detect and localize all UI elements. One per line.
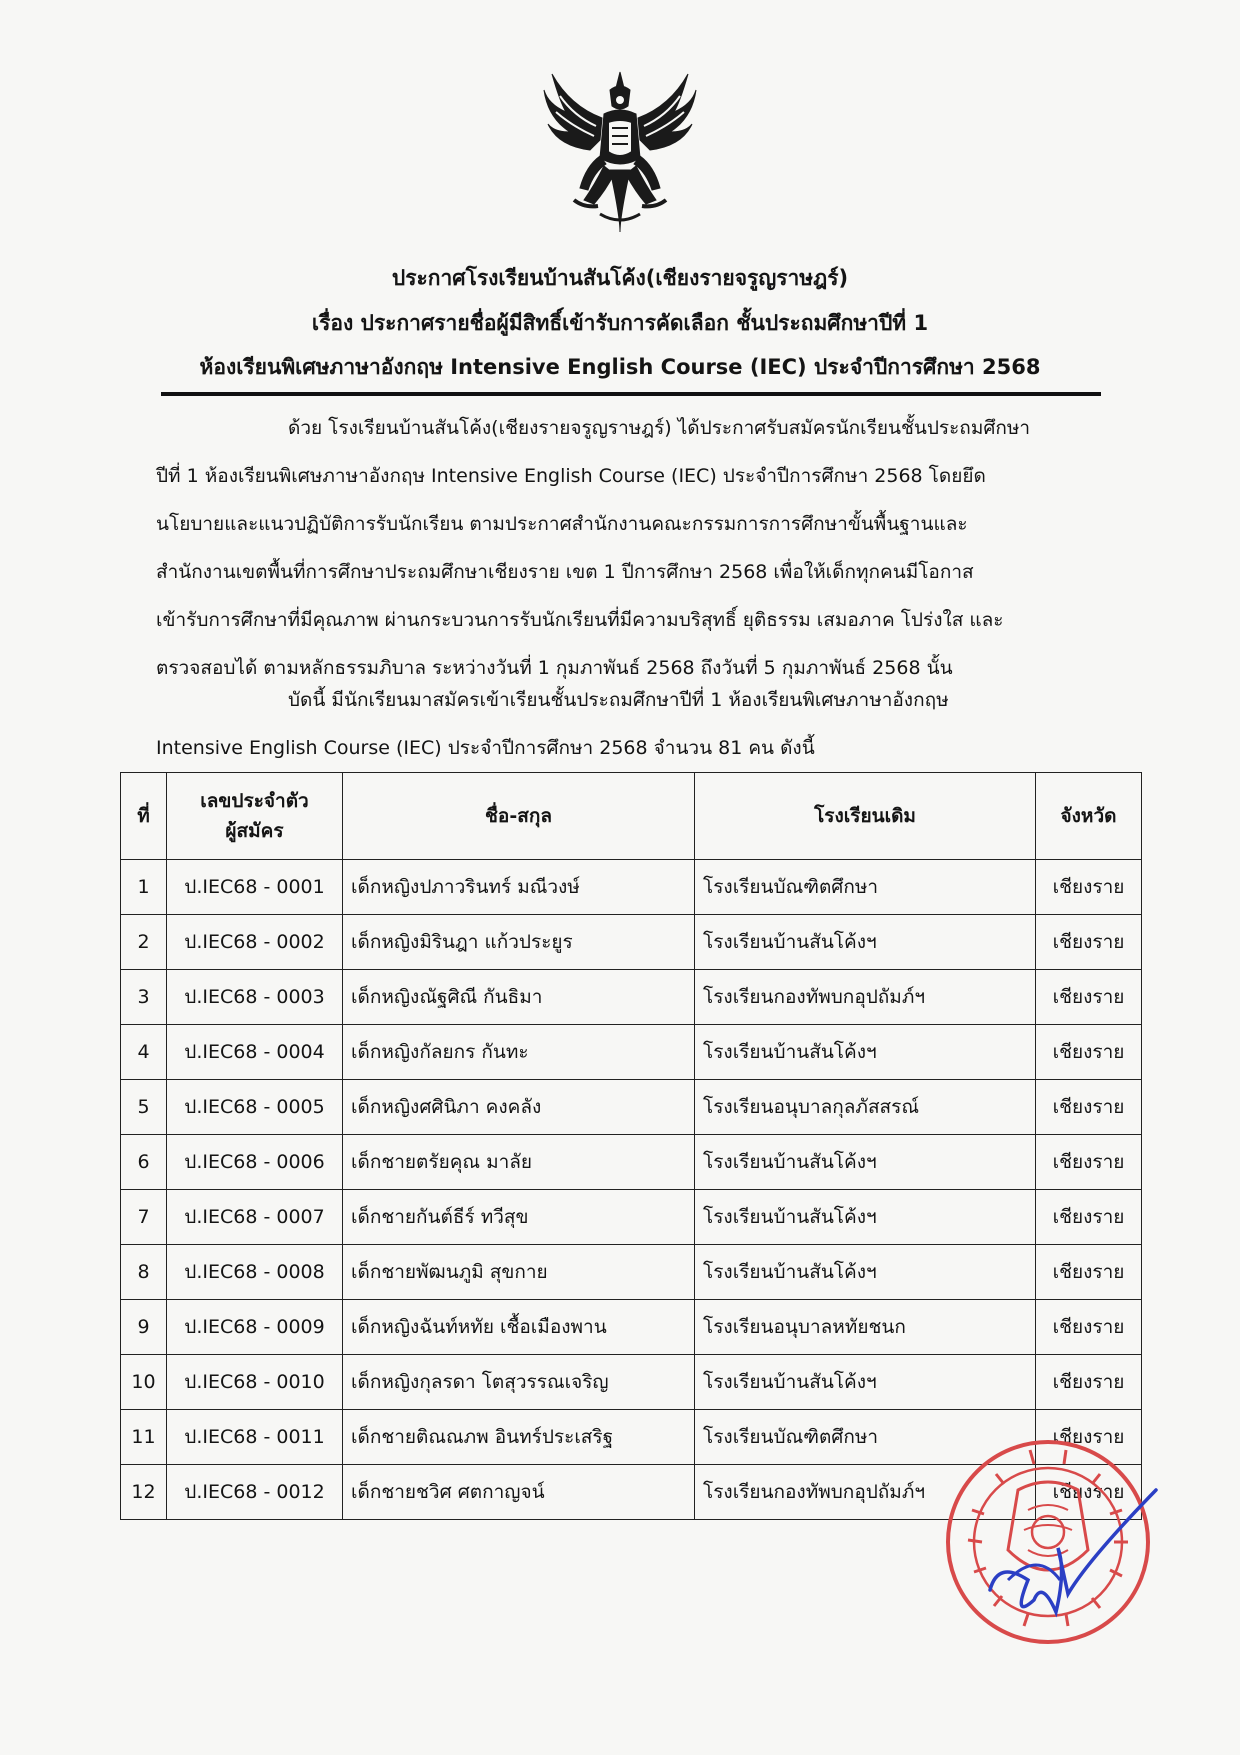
paragraph-line: Intensive English Course (IEC) ประจำปีการศึกษา 2568 จำนวน 81 คน ดังนี้ [156, 737, 815, 759]
paragraph-line: นโยบายและแนวปฏิบัติการรับนักเรียน ตามประกาศสำนักงานคณะกรรมการการศึกษาขั้นพื้นฐานและ [156, 513, 968, 535]
table-header-row [121, 773, 1142, 860]
announcement-subtitle: ห้องเรียนพิเศษภาษาอังกฤษ Intensive English Course (IEC) ประจำปีการศึกษา 2568 [199, 355, 1041, 379]
cell-applicant-id: ป.IEC68 - 0012 [167, 1465, 343, 1520]
header-name: ชื่อ-สกุล [343, 773, 695, 860]
cell-school: โรงเรียนบ้านสันโค้งฯ [695, 1135, 1036, 1190]
cell-name: เด็กหญิงศศินิภา คงคลัง [343, 1080, 695, 1135]
cell-province: เชียงราย [1036, 1355, 1142, 1410]
header-province: จังหวัด [1036, 773, 1142, 860]
applicants-paragraph [156, 676, 1106, 772]
table-row [121, 1355, 1142, 1410]
table-row [121, 1025, 1142, 1080]
cell-name: เด็กหญิงมิรินฎา แก้วประยูร [343, 915, 695, 970]
cell-province: เชียงราย [1036, 1080, 1142, 1135]
cell-name: เด็กหญิงปภาวรินทร์ มณีวงษ์ [343, 860, 695, 915]
table-row [121, 1300, 1142, 1355]
cell-province: เชียงราย [1036, 1190, 1142, 1245]
cell-school: โรงเรียนบ้านสันโค้งฯ [695, 1190, 1036, 1245]
header-school: โรงเรียนเดิม [695, 773, 1036, 860]
header-applicant-id [167, 773, 343, 860]
cell-name: เด็กหญิงณัฐศิณี กันธิมา [343, 970, 695, 1025]
cell-no: 8 [121, 1245, 167, 1300]
cell-no: 2 [121, 915, 167, 970]
cell-name: เด็กหญิงฉันท์หทัย เชื้อเมืองพาน [343, 1300, 695, 1355]
table-row [121, 1190, 1142, 1245]
cell-province: เชียงราย [1036, 860, 1142, 915]
header-id-line: ผู้สมัคร [225, 820, 284, 842]
cell-school: โรงเรียนอนุบาลหทัยชนก [695, 1300, 1036, 1355]
cell-no: 3 [121, 970, 167, 1025]
paragraph-line: ปีที่ 1 ห้องเรียนพิเศษภาษาอังกฤษ Intensive English Course (IEC) ประจำปีการศึกษา 2568 โดยยึด [156, 465, 986, 487]
announcement-subject: เรื่อง ประกาศรายชื่อผู้มีสิทธิ์เข้ารับการคัดเลือก ชั้นประถมศึกษาปีที่ 1 [311, 311, 929, 335]
cell-province: เชียงราย [1036, 1135, 1142, 1190]
cell-school: โรงเรียนบ้านสันโค้งฯ [695, 915, 1036, 970]
garuda-emblem-icon [540, 66, 700, 236]
cell-name: เด็กชายชวิศ ศตกาญจน์ [343, 1465, 695, 1520]
cell-no: 11 [121, 1410, 167, 1465]
cell-no: 1 [121, 860, 167, 915]
cell-province: เชียงราย [1036, 970, 1142, 1025]
announcement-title: ประกาศโรงเรียนบ้านสันโค้ง(เชียงรายจรูญราษฎร์) [391, 266, 849, 290]
cell-school: โรงเรียนบัณฑิตศึกษา [695, 860, 1036, 915]
cell-school: โรงเรียนบ้านสันโค้งฯ [695, 1245, 1036, 1300]
cell-applicant-id: ป.IEC68 - 0002 [167, 915, 343, 970]
cell-school: โรงเรียนบัณฑิตศึกษา [695, 1410, 1036, 1465]
intro-paragraph [156, 404, 1106, 692]
cell-province: เชียงราย [1036, 1300, 1142, 1355]
cell-no: 4 [121, 1025, 167, 1080]
header-no: ที่ [121, 773, 167, 860]
paragraph-line: สำนักงานเขตพื้นที่การศึกษาประถมศึกษาเชียงราย เขต 1 ปีการศึกษา 2568 เพื่อให้เด็กทุกคนมีโอกาส [156, 561, 974, 583]
cell-no: 9 [121, 1300, 167, 1355]
cell-applicant-id: ป.IEC68 - 0011 [167, 1410, 343, 1465]
table-row [121, 1080, 1142, 1135]
cell-school: โรงเรียนอนุบาลกุลภัสสรณ์ [695, 1080, 1036, 1135]
cell-name: เด็กชายพัฒนภูมิ สุขกาย [343, 1245, 695, 1300]
cell-applicant-id: ป.IEC68 - 0009 [167, 1300, 343, 1355]
cell-applicant-id: ป.IEC68 - 0004 [167, 1025, 343, 1080]
table-row [121, 1135, 1142, 1190]
cell-school: โรงเรียนบ้านสันโค้งฯ [695, 1355, 1036, 1410]
cell-applicant-id: ป.IEC68 - 0001 [167, 860, 343, 915]
paragraph-line: เข้ารับการศึกษาที่มีคุณภาพ ผ่านกระบวนการรับนักเรียนที่มีความบริสุทธิ์ ยุติธรรม เสมอภาค โปร่งใส และ [156, 609, 1004, 631]
paragraph-line: บัดนี้ มีนักเรียนมาสมัครเข้าเรียนชั้นประถมศึกษาปีที่ 1 ห้องเรียนพิเศษภาษาอังกฤษ [288, 689, 949, 711]
cell-no: 6 [121, 1135, 167, 1190]
table-body [121, 860, 1142, 1520]
cell-applicant-id: ป.IEC68 - 0006 [167, 1135, 343, 1190]
cell-name: เด็กชายกันต์ธีร์ ทวีสุข [343, 1190, 695, 1245]
cell-school: โรงเรียนกองทัพบกอุปถัมภ์ฯ [695, 1465, 1036, 1520]
cell-name: เด็กหญิงกุลรดา โตสุวรรณเจริญ [343, 1355, 695, 1410]
cell-no: 12 [121, 1465, 167, 1520]
cell-name: เด็กชายตรัยคุณ มาลัย [343, 1135, 695, 1190]
cell-applicant-id: ป.IEC68 - 0008 [167, 1245, 343, 1300]
cell-applicant-id: ป.IEC68 - 0005 [167, 1080, 343, 1135]
cell-province: เชียงราย [1036, 915, 1142, 970]
header-id-line: เลขประจำตัว [200, 790, 309, 812]
applicant-table [120, 772, 1142, 1520]
table-row [121, 860, 1142, 915]
cell-province: เชียงราย [1036, 1465, 1142, 1520]
cell-applicant-id: ป.IEC68 - 0003 [167, 970, 343, 1025]
cell-no: 5 [121, 1080, 167, 1135]
table-row [121, 970, 1142, 1025]
cell-applicant-id: ป.IEC68 - 0010 [167, 1355, 343, 1410]
school-stamp-icon [938, 1430, 1158, 1655]
cell-school: โรงเรียนกองทัพบกอุปถัมภ์ฯ [695, 970, 1036, 1025]
cell-applicant-id: ป.IEC68 - 0007 [167, 1190, 343, 1245]
title-divider [161, 392, 1101, 396]
cell-province: เชียงราย [1036, 1025, 1142, 1080]
cell-no: 7 [121, 1190, 167, 1245]
cell-province: เชียงราย [1036, 1410, 1142, 1465]
paragraph-line: ด้วย โรงเรียนบ้านสันโค้ง(เชียงรายจรูญราษฎร์) ได้ประกาศรับสมัครนักเรียนชั้นประถมศึกษา [288, 417, 1031, 439]
cell-name: เด็กชายติณณภพ อินทร์ประเสริฐ [343, 1410, 695, 1465]
cell-no: 10 [121, 1355, 167, 1410]
table-row [121, 915, 1142, 970]
paragraph-line: ตรวจสอบได้ ตามหลักธรรมภิบาล ระหว่างวันที่ 1 กุมภาพันธ์ 2568 ถึงวันที่ 5 กุมภาพันธ์ 2568 นั้น [156, 657, 953, 679]
cell-name: เด็กหญิงกัลยกร กันทะ [343, 1025, 695, 1080]
cell-province: เชียงราย [1036, 1245, 1142, 1300]
cell-school: โรงเรียนบ้านสันโค้งฯ [695, 1025, 1036, 1080]
table-row [121, 1245, 1142, 1300]
